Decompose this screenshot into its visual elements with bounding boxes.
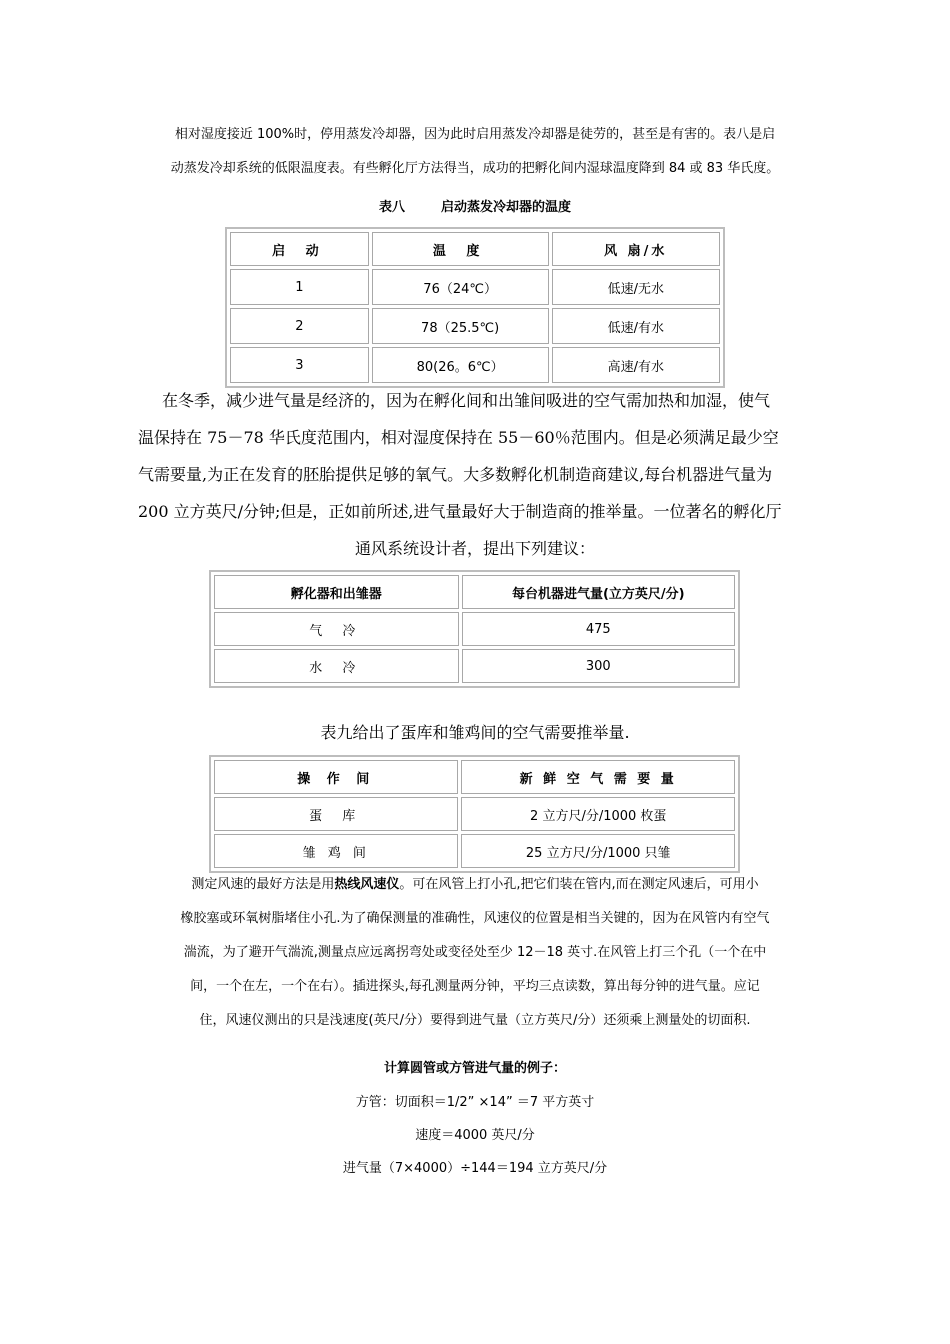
machine-table-cell: 气 冷 [214,612,459,646]
table8-cell: 76（24℃） [372,269,549,305]
winter-line-5-wrap [0,530,950,567]
table8-cell: 3 [230,347,369,383]
table8-caption [0,196,950,220]
example-line-3: 进气量（7×4000）÷144＝194 立方英尺/分 [342,1161,608,1176]
table8-cell: 高速/有水 [552,347,720,383]
table8-header-cell: 温 度 [372,232,549,266]
example-line-1: 方管：切面积＝1/2” ×14” ＝7 平方英寸 [355,1095,595,1110]
measure-line-1-post: 。可在风管上打小孔,把它们装在管内,而在测定风速后，可用小 [399,877,759,892]
table8-header-row [230,232,720,266]
measure-line-4: 间，一个在左，一个在右）。插进探头,每孔测量两分钟，平均三点读数，算出每分钟的进气量。应记 [190,979,760,994]
measure-line-2: 橡胶塞或环氧树脂堵住小孔.为了确保测量的准确性，风速仪的位置是相当关键的，因为在风管内有空气 [180,911,770,926]
measure-line-1-pre: 测定风速的最好方法是用 [191,877,335,892]
table9-cell: 25 立方尺/分/1000 只雏 [461,834,735,868]
table9-cell: 2 立方尺/分/1000 枚蛋 [461,797,735,831]
table-row [214,649,735,683]
measure-line-5: 住，风速仪测出的只是浅速度(英尺/分）要得到进气量（立方英尺/分）还须乘上测量处的切面积. [199,1013,751,1028]
intro-line-2: 动蒸发冷却系统的低限温度表。有些孵化厅方法得当，成功的把孵化间内湿球温度降到 84 或 83 华氏度。 [170,161,780,176]
machine-table-header-row [214,575,735,609]
table-row [230,347,720,383]
measure-line-1 [191,877,758,892]
machine-table-cell: 475 [462,612,735,646]
intro-line-1: 相对湿度接近 100%时，停用蒸发冷却器，因为此时启用蒸发冷却器是徒劳的，甚至是有害的。表八是启 [174,127,776,142]
table9-header-cell: 操 作 间 [214,760,458,794]
table8-caption-number: 表八 [378,200,405,215]
table8-cell: 78（25.5℃) [372,308,549,344]
machine-table-cell: 水 冷 [214,649,459,683]
hot-wire-anemometer-term: 热线风速仪 [334,877,400,892]
table-row [230,269,720,305]
table9-header-cell: 新 鲜 空 气 需 要 量 [461,760,735,794]
table8 [225,227,725,388]
table8-cell: 1 [230,269,369,305]
winter-line-3: 气需要量,为正在发育的胚胎提供足够的氧气。大多数孵化机制造商建议,每台机器进气量为 [138,465,773,484]
winter-line-1: 在冬季，减少进气量是经济的，因为在孵化间和出雏间吸进的空气需加热和加湿，使气 [162,391,771,410]
table-row [230,308,720,344]
table9-cell: 雏 鸡 间 [214,834,458,868]
table9-header-row [214,760,735,794]
winter-line-4: 200 立方英尺/分钟;但是，正如前所述,进气量最好大于制造商的推举量。一位著名的孵化厅 [138,502,782,521]
table8-cell: 80(26。6℃） [372,347,549,383]
table-row [214,612,735,646]
machine-intake-table [209,570,740,688]
winter-line-5: 通风系统设计者，提出下列建议： [354,539,595,558]
table9-cell: 蛋 库 [214,797,458,831]
winter-line-2: 温保持在 75－78 华氏度范围内，相对湿度保持在 55－60％范围内。但是必须满足最少空 [138,428,779,447]
measure-paragraph [130,868,820,1038]
example-title: 计算圆管或方管进气量的例子： [383,1061,566,1076]
machine-table-header-cell: 孵化器和出雏器 [214,575,459,609]
table-row [214,834,735,868]
machine-table-cell: 300 [462,649,735,683]
winter-paragraph [138,382,813,530]
table9 [209,755,740,873]
machine-table-header-cell: 每台机器进气量(立方英尺/分) [462,575,735,609]
table8-caption-title: 启动蒸发冷却器的温度 [441,200,572,215]
table8-header-cell: 启 动 [230,232,369,266]
example-line-2: 速度＝4000 英尺/分 [415,1128,535,1143]
intro-paragraph [130,118,820,186]
table-row [214,797,735,831]
table8-cell: 2 [230,308,369,344]
table8-cell: 低速/有水 [552,308,720,344]
table8-header-cell: 风 扇/水 [552,232,720,266]
measure-line-3: 湍流，为了避开气湍流,测量点应远离拐弯处或变径处至少 12－18 英寸.在风管上打三个孔（一个在中 [183,945,767,960]
table8-cell: 低速/无水 [552,269,720,305]
table9-intro: 表九给出了蛋库和雏鸡间的空气需要推举量. [320,723,630,742]
